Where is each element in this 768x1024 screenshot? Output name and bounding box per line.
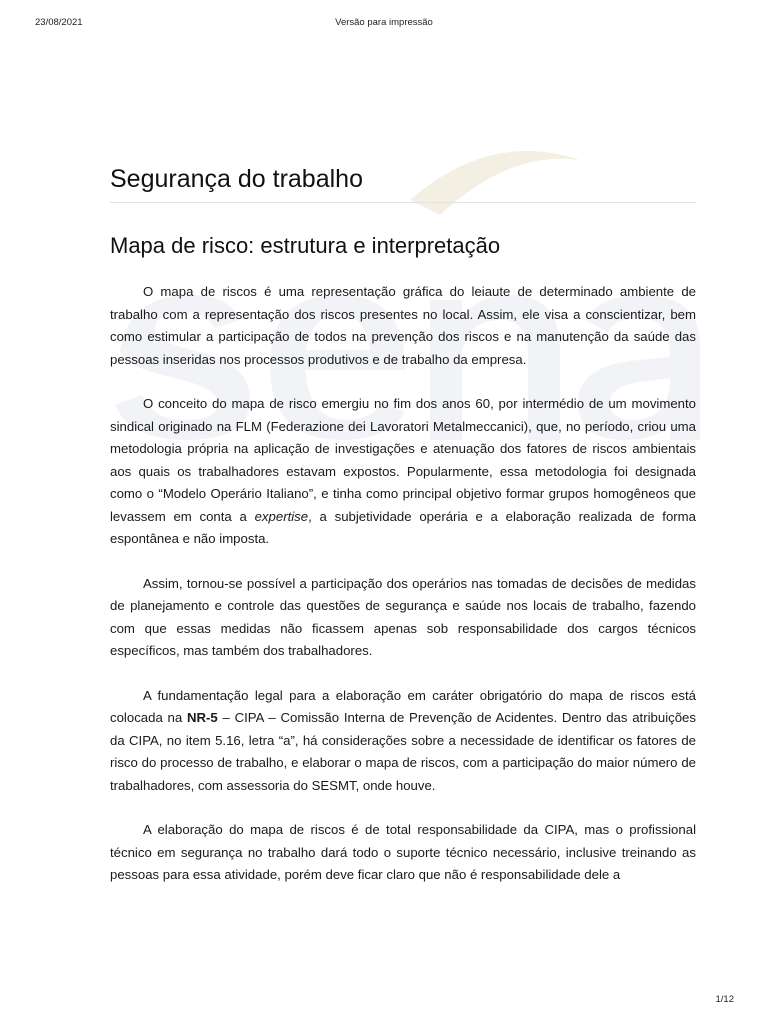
paragraph-4-text-b: – CIPA – Comissão Interna de Prevenção de Acidentes. Dentro das atribuições da CIPA, no item 5.16, letra “a”, há considerações sobre a necessidade de identificar os fatores de risco do processo de trabalho, e elaborar o mapa de riscos, com a participação do maior número de trabalhadores, com assessoria do SESMT, onde houve. xyxy=(110,710,696,793)
paragraph-4 xyxy=(110,685,696,798)
paragraph-3: Assim, tornou-se possível a participação dos operários nas tomadas de decisões de medidas de planejamento e controle das questões de segurança e saúde nos locais de trabalho, fazendo com que essas medidas não ficassem apenas sob responsabilidade dos cargos técnicos específicos, mas também dos trabalhadores. xyxy=(110,575,696,658)
paragraph-4-text-a: A fundamentação legal para a elaboração em caráter obrigatório do mapa de riscos está colocada na xyxy=(110,687,696,725)
paragraph-2-emphasis: expertise xyxy=(254,508,309,524)
print-header xyxy=(0,17,768,31)
document-content xyxy=(110,165,696,909)
document-title: Segurança do trabalho xyxy=(110,165,696,203)
print-date: 23/08/2021 xyxy=(35,17,83,28)
section-title: Mapa de risco: estrutura e interpretação xyxy=(110,233,501,258)
paragraph-2 xyxy=(110,393,696,551)
paragraph-4-strong: NR-5 xyxy=(186,710,218,725)
paragraph-2-text-a: O conceito do mapa de risco emergiu no fim dos anos 60, por intermédio de um movimento sindical originado na FLM (Federazione dei Lavoratori Metalmeccanici), que, no período, criou uma metodologia própria na aplicação de investigações e atenuação dos fatores de riscos ambientais aos quais os trabalhadores estavam expostos. Popularmente, essa metodologia foi designada como o “Modelo Operário Italiano”, e tinha como principal objetivo formar grupos homogêneos que levassem em conta a xyxy=(110,396,696,524)
paragraph-2-text-b: , a subjetividade operária e a elaboração realizada de forma espontânea e não imposta. xyxy=(110,508,696,546)
paragraph-5: A elaboração do mapa de riscos é de total responsabilidade da CIPA, mas o profissional técnico em segurança no trabalho dará todo o suporte técnico necessário, inclusive treinando as pessoas para essa atividade, porém deve ficar claro que não é responsabilidade dele a xyxy=(110,822,696,882)
paragraph-1: O mapa de riscos é uma representação gráfica do leiaute de determinado ambiente de trabalho com a representação dos riscos presentes no local. Assim, ele visa a conscientizar, bem como estimular a participação de todos na prevenção dos riscos e na manutenção da saúde das pessoas inseridas nos processos produtivos e de trabalho da empresa. xyxy=(110,284,696,367)
page-number: 1/12 xyxy=(715,994,734,1005)
print-title: Versão para impressão xyxy=(335,17,433,28)
